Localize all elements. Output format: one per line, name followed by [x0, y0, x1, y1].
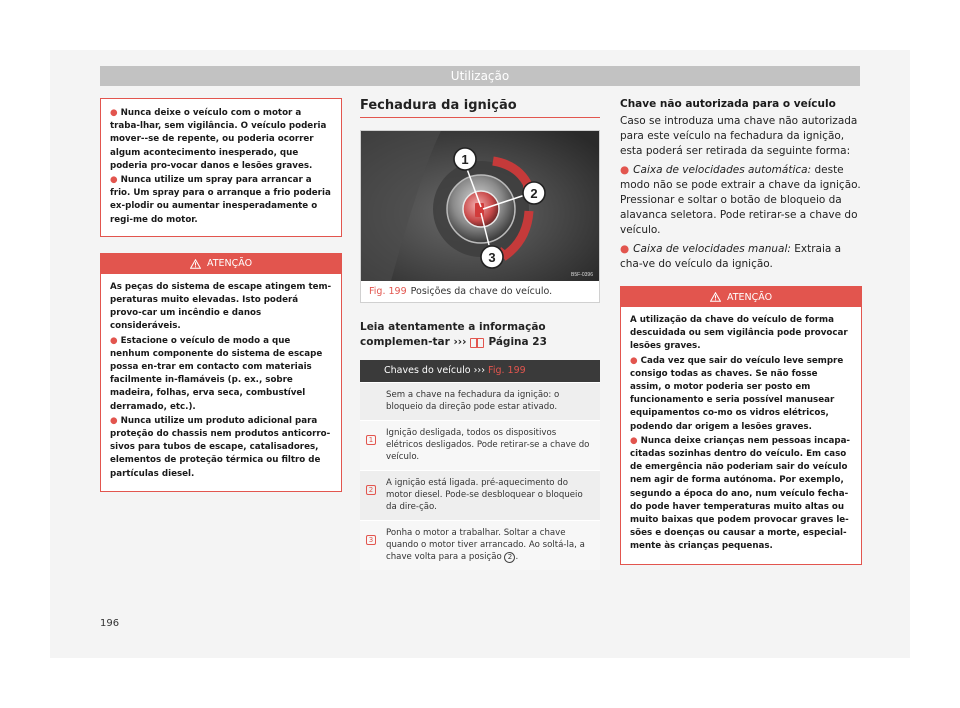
warning-triangle-icon [190, 259, 201, 269]
page-header: Utilização [100, 66, 860, 86]
table-row: 1 Ignição desligada, todos os dispositivos elétricos desligados. Pode retirar-se a chave do veículo. [360, 420, 600, 470]
attention-item: ● Cada vez que sair do veículo leve sempre consigo todas as chaves. Se não fosse assim, o motor poderia ser posto em funcionamento e seria possível manusear equipamentos co-mo os vidros elétricos, podendo dar origem a lesões graves. [630, 355, 844, 432]
row-number: 1 [366, 435, 376, 445]
row-number: 2 [366, 485, 376, 495]
book-icon [470, 338, 484, 348]
bullet-icon: ● [630, 355, 638, 366]
ignition-illustration [361, 131, 599, 281]
callout-3 [481, 246, 503, 268]
bullet-icon: ● [630, 435, 638, 446]
table-row: 2 A ignição está ligada. pré-aquecimento do motor diesel. Pode-se desbloquear o bloqueio da dire-ção. [360, 470, 600, 520]
figure-code: B5F-0396 [571, 272, 593, 278]
page-number: 196 [100, 618, 120, 629]
attention-box-exhaust [100, 253, 342, 492]
table-row: Sem a chave na fechadura da ignição: o bloqueio da direção pode estar ativado. [360, 382, 600, 420]
warning-triangle-icon [710, 292, 721, 302]
attention-body: As peças do sistema de escape atingem tem-peraturas muito elevadas. Isto poderá provo-car um incêndio e danos consideráveis. ● Estacione o veículo de modo a que nenhum componente do sistema de escape possa en-trar em contacto com materiais facilmente in-flamáveis (p. ex., sobre madeira, folhas, erva seca, combustível derramado, etc.). ● Nunca utilize um produto adicional para proteção do chassis nem produtos anticorro-sivos para tubos de escape, catalisadores, elementos de proteção térmica ou filtro de partículas diesel. [101, 274, 341, 491]
table-row: 3 Ponha o motor a trabalhar. Soltar a chave quando o motor tiver arrancado. Ao soltá-la, a chave volta para a posição 2 . [360, 520, 600, 570]
bullet-icon: ● [110, 415, 118, 426]
attention-box-key [620, 286, 862, 565]
row-number: 3 [366, 535, 376, 545]
column-middle [360, 98, 600, 570]
column-left [100, 98, 342, 492]
svg-text:2: 2 [530, 186, 538, 201]
figure-ignition [360, 130, 600, 303]
bullet-icon: ● [110, 108, 118, 118]
figure-caption: Fig. 199 Posições da chave do veículo. [369, 286, 553, 297]
column-right: Chave não autorizada para o veículo Caso se introduza uma chave não autorizada para este veículo na fechadura da ignição, esta poderá ser retirada da seguinte forma: ● Caixa de velocidades automática: deste modo não se pode extrair a chave da ignição. Pressionar e soltar o botão de bloqueio da alavanca seletora. Pode retirar-se a chave do veículo. ● Caixa de velocidades manual: Extraia a cha-ve do veículo da ignição. ATENÇÃO A utilização da chave do veículo de forma descuidada ou sem vigilância pode provocar lesões graves. ● Cada vez que sair do veículo leve sempre consigo todas as chaves. Se não fosse assim, o motor poderia ser posto em funcionamento e seria possível manusear equipamentos co-mo os vidros elétricos, podendo dar origem a lesões graves. ● Nunca deixe crianças nem pessoas incapa-citadas sozinhas dentro do veículo. Em caso de emergência não poderiam sair do veículo nem agir de forma autónoma. Por exemplo, segundo a época do ano, num veículo fecha-do pode haver temperaturas muito altas ou muito baixas que podem provocar graves le-sões e doenças ou causar a morte, especial-mente às crianças pequenas. [620, 98, 862, 565]
warning-item: ● Nunca utilize um spray para arrancar a frio. Um spray para o arranque a frio poderia ex-plodir ou aumentar inesperadamente o regi-me do motor. [110, 175, 331, 225]
lead-text: Leia atentamente a informação complemen-tar ››› Página 23 [360, 321, 547, 348]
svg-text:1: 1 [461, 152, 469, 167]
bullet-icon: ● [620, 164, 630, 176]
attention-item: ● Nunca deixe crianças nem pessoas incapa-citadas sozinhas dentro do veículo. Em caso de emergência não poderiam sair do veículo nem agir de forma autónoma. Por exemplo, segundo a época do ano, num veículo fecha-do pode haver temperaturas muito altas ou muito baixas que podem provocar graves le-sões e doenças ou causar a morte, especial-mente às crianças pequenas. [630, 435, 851, 552]
bullet-icon: ● [110, 175, 118, 186]
page-reference-link[interactable]: ››› Página 23 [453, 336, 547, 348]
attention-header: ATENÇÃO [101, 254, 341, 274]
attention-item: ● Nunca utilize um produto adicional para proteção do chassis nem produtos anticorro-sivos para tubos de escape, catalisadores, elementos de proteção térmica ou filtro de partículas diesel. [110, 415, 331, 479]
warning-item: ● Nunca deixe o veículo com o motor a traba-lhar, sem vigilância. O veículo poderia mover--se de repente, ou poderia ocorrer algum acontecimento inesperado, que poderia pro-vocar danos e lesões graves. [110, 108, 327, 171]
attention-body: A utilização da chave do veículo de forma descuidada ou sem vigilância pode provocar lesões graves. ● Cada vez que sair do veículo leve sempre consigo todas as chaves. Se não fosse assim, o motor poderia ser posto em funcionamento e seria possível manusear equipamentos co-mo os vidros elétricos, podendo dar origem a lesões graves. ● Nunca deixe crianças nem pessoas incapa-citadas sozinhas dentro do veículo. Em caso de emergência não poderiam sair do veículo nem agir de forma autónoma. Por exemplo, segundo a época do ano, num veículo fecha-do pode haver temperaturas muito altas ou muito baixas que podem provocar graves le-sões e doenças ou causar a morte, especial-mente às crianças pequenas. [621, 307, 861, 564]
callout-2 [523, 182, 545, 204]
figure-reference-link[interactable]: Fig. 199 [488, 365, 526, 376]
attention-header: ATENÇÃO [621, 287, 861, 307]
attention-item: ● Estacione o veículo de modo a que nenhum componente do sistema de escape possa en-trar em contacto com materiais facilmente in-flamáveis (p. ex., sobre madeira, folhas, erva seca, combustível derramado, etc.). [110, 335, 323, 412]
subsection-title: Chave não autorizada para o veículo [620, 98, 836, 110]
list-item: ● Caixa de velocidades automática: deste modo não se pode extrair a chave da ignição. Pressionar e soltar o botão de bloqueio da alavanca seletora. Pode retirar-se a chave do veículo. [620, 164, 861, 236]
ignition-key-photo [361, 131, 599, 281]
svg-text:3: 3 [488, 250, 496, 265]
section-title: Fechadura da ignição [360, 98, 600, 118]
warning-box-continued [100, 98, 342, 237]
list-item: ● Caixa de velocidades manual: Extraia a cha-ve do veículo da ignição. [620, 243, 842, 270]
bullet-icon: ● [110, 335, 118, 346]
bullet-icon: ● [620, 243, 630, 255]
callout-1 [454, 148, 476, 170]
key-positions-table [360, 360, 600, 570]
table-header: Chaves do veículo ››› Fig. 199 [360, 360, 600, 382]
position-reference: 2 [504, 552, 515, 563]
